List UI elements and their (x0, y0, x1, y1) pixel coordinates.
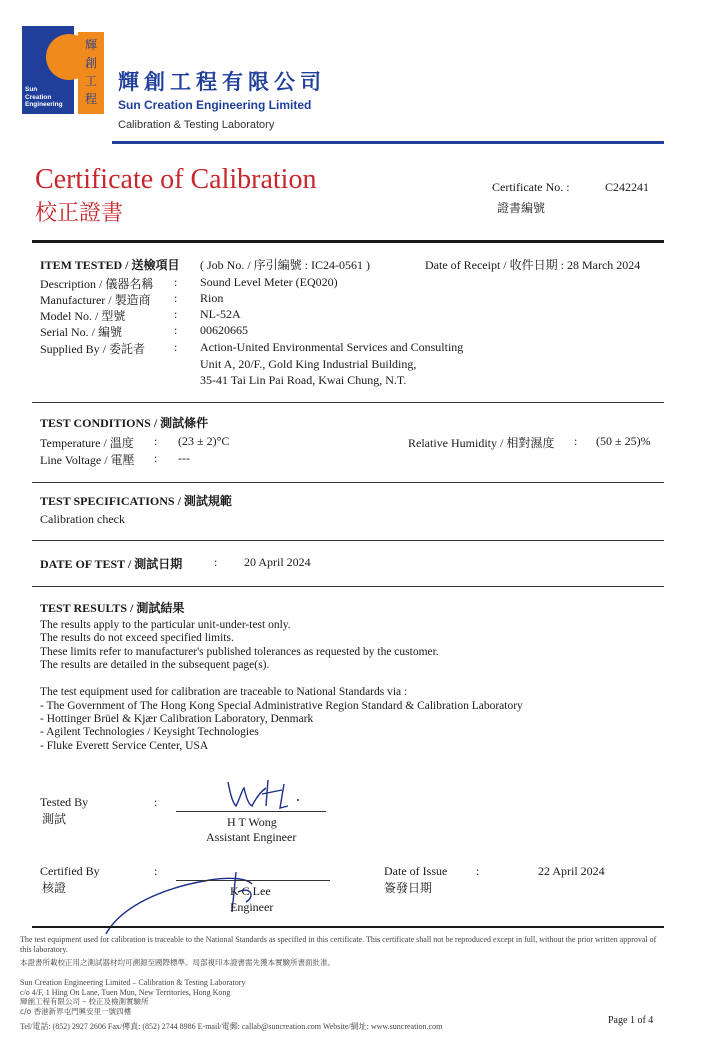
tested-by-label: Tested By (40, 795, 89, 809)
tested-by-label-zh: 測試 (42, 812, 67, 826)
item-value: NL-52A (200, 307, 241, 321)
date-of-test-value: 20 April 2024 (244, 555, 311, 569)
line-voltage-value: --- (178, 451, 190, 465)
lab-name: Calibration & Testing Laboratory (118, 119, 275, 131)
traceable-item: - Fluke Everett Service Center, USA (40, 740, 209, 752)
test-specs-heading: TEST SPECIFICATIONS / 測試規範 (40, 494, 232, 508)
certifier-name: K C Lee (230, 884, 271, 898)
logo-char: 創 (84, 56, 97, 70)
colon: : (154, 864, 158, 878)
item-value: Action-United Environmental Services and Consulting (200, 340, 464, 354)
result-line: These limits refer to manufacturer's published tolerances as requested by the customer. (40, 646, 439, 658)
footer-notice-en: The test equipment used for calibration is traceable to the National Standards as specified in this certificate. This certificate shall not be reproduced except in full, without the prior written approval of this laboratory. (20, 935, 657, 954)
company-name-en: Sun Creation Engineering Limited (118, 98, 312, 112)
logo-name (25, 86, 73, 109)
date-of-issue: 22 April 2024 (538, 864, 605, 878)
date-of-issue-label: Date of Issue (384, 864, 448, 878)
company-name-zh: 輝創工程有限公司 (118, 70, 326, 94)
page-number: Page 1 of 4 (608, 1015, 654, 1026)
cert-no: C242241 (605, 180, 650, 194)
footer-address (20, 978, 245, 1016)
traceable-item: - Hottinger Brüel & Kjær Calibration Laboratory, Denmark (40, 713, 314, 725)
traceable-intro: The test equipment used for calibration are traceable to National Standards via : (40, 686, 408, 698)
colon: : (154, 434, 158, 448)
certificate-title-zh: 校正證書 (35, 201, 124, 226)
cert-no-label-zh: 證書編號 (497, 201, 546, 215)
item-label: Supplied By / 委託者 (40, 342, 146, 356)
cert-no-label: Certificate No. : (492, 180, 570, 194)
signature-line (176, 811, 326, 812)
rule (32, 240, 664, 243)
traceable-item: - Agilent Technologies / Keysight Technologies (40, 726, 259, 738)
footer-address-line: c/o 香港新界屯門興安里一號四樓 (20, 1006, 132, 1016)
certified-by-label-zh: 核證 (42, 881, 67, 895)
header-rule (112, 141, 664, 144)
colon: : (214, 555, 218, 569)
colon: : (174, 323, 178, 337)
certified-by-label: Certified By (40, 864, 100, 878)
item-value: 00620665 (200, 323, 248, 337)
result-line: The results are detailed in the subsequent page(s). (40, 659, 270, 671)
colon: : (574, 434, 578, 448)
colon: : (476, 864, 480, 878)
signature-line (176, 880, 330, 881)
item-value: Sound Level Meter (EQ020) (200, 275, 338, 289)
humidity-value: (50 ± 25)% (596, 434, 651, 448)
logo-name-line: Creation (25, 93, 52, 101)
rule (32, 926, 664, 928)
tester-signature (222, 776, 312, 816)
logo-char: 輝 (84, 38, 97, 52)
logo-char: 程 (84, 92, 97, 106)
item-label: Manufacturer / 製造商 (40, 293, 151, 307)
rule (32, 402, 664, 403)
address-line: Unit A, 20/F., Gold King Industrial Building, (200, 357, 417, 371)
temperature-value: (23 ± 2)°C (178, 434, 230, 448)
company-logo (22, 26, 104, 114)
rule (32, 586, 664, 587)
colon: : (174, 291, 178, 305)
logo-name-line: Sun (25, 86, 38, 93)
item-label: Description / 儀器名稱 (40, 277, 154, 291)
test-results-heading: TEST RESULTS / 測試結果 (40, 601, 185, 615)
address-line: 35-41 Tai Lin Pai Road, Kwai Chung, N.T. (200, 373, 407, 387)
footer-address-line: c/o 4/F, 1 Hing On Lane, Tuen Mun, New Territories, Hong Kong (20, 987, 231, 997)
date-of-test-label: DATE OF TEST / 測試日期 (40, 557, 183, 571)
item-value: Rion (200, 291, 224, 305)
test-specs-value: Calibration check (40, 512, 125, 526)
result-line: The results do not exceed specified limits. (40, 632, 234, 644)
item-label: Model No. / 型號 (40, 309, 126, 323)
tester-name: H T Wong (227, 815, 277, 829)
footer-contact: Tel/電話: (852) 2927 2606 Fax/傳真: (852) 2744 8986 E-mail/電郵: callab@suncreation.com Website/網址: www.suncreation.com (20, 1022, 443, 1031)
date-of-issue-label-zh: 簽發日期 (384, 881, 433, 895)
traceable-item: - The Government of The Hong Kong Special Administrative Region Standard & Calibration Laboratory (40, 700, 523, 712)
job-no: ( Job No. / 序引編號 : IC24-0561 ) (200, 258, 370, 272)
rule (32, 540, 664, 541)
rule (32, 482, 664, 483)
item-tested-heading: ITEM TESTED / 送檢項目 (40, 258, 180, 272)
test-conditions-heading: TEST CONDITIONS / 測試條件 (40, 416, 209, 430)
logo-char: 工 (84, 74, 97, 88)
colon: : (174, 275, 178, 289)
colon: : (174, 340, 178, 354)
logo-name-line: Engineering (25, 101, 63, 108)
certifier-title: Engineer (230, 900, 274, 914)
colon: : (174, 307, 178, 321)
line-voltage-label: Line Voltage / 電壓 (40, 453, 135, 467)
result-line: The results apply to the particular unit-under-test only. (40, 619, 291, 631)
colon: : (154, 451, 158, 465)
logo-chars (80, 36, 102, 108)
colon: : (154, 795, 158, 809)
certificate-title-en: Certificate of Calibration (35, 164, 317, 195)
temperature-label: Temperature / 溫度 (40, 436, 134, 450)
footer-address-line: Sun Creation Engineering Limited – Calibration & Testing Laboratory (20, 978, 246, 987)
humidity-label: Relative Humidity / 相對濕度 (408, 436, 555, 450)
footer-notice-zh: 本證書所載校正用之測試器材均可溯源至國際標準。局部複印本證書需先獲本實驗所書面批准。 (20, 958, 335, 967)
footer-address-line: 輝創工程有限公司 – 校正及檢測實驗所 (20, 997, 149, 1006)
item-label: Serial No. / 編號 (40, 325, 122, 339)
tester-title: Assistant Engineer (206, 830, 297, 844)
date-of-receipt: Date of Receipt / 收件日期 : 28 March 2024 (425, 258, 641, 272)
